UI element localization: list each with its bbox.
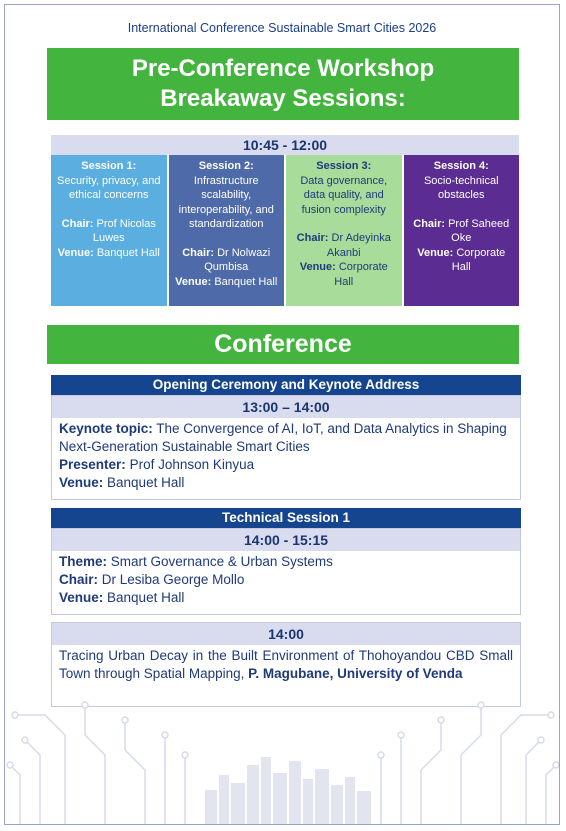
session-card-3 xyxy=(286,155,402,306)
session-title: Session 4: xyxy=(433,160,489,172)
technical-chair: Chair: Dr Lesiba George Mollo xyxy=(59,572,245,587)
circuit-skyline-decoration xyxy=(5,695,560,825)
session-card-2 xyxy=(169,155,285,306)
technical-venue: Venue: Banquet Hall xyxy=(59,590,185,605)
workshop-title-line2: Breakaway Sessions: xyxy=(160,85,406,112)
technical-theme: Theme: Smart Governance & Urban Systems xyxy=(59,554,333,569)
technical-heading: Technical Session 1 xyxy=(51,508,521,528)
paper-title: Tracing Urban Decay in the Built Environment of Thohoyandou CBD Small Town through Spatial Mapping, xyxy=(59,648,513,681)
technical-time: 14:00 - 15:15 xyxy=(52,529,520,551)
session-topic: Security, privacy, and ethical concerns xyxy=(56,174,161,201)
session-topic: Data governance, data quality, and fusion complexity xyxy=(300,174,388,216)
session-title: Session 2: xyxy=(198,160,254,172)
opening-heading: Opening Ceremony and Keynote Address xyxy=(51,375,521,395)
session-chair: Chair: Dr Adeyinka Akanbi xyxy=(296,232,391,259)
opening-details xyxy=(52,418,520,494)
technical-box xyxy=(51,528,521,615)
conference-banner: Conference xyxy=(47,325,519,364)
session-topic: Infrastructure scalability, interoperability, and standardization xyxy=(178,174,274,230)
session-card-1 xyxy=(51,155,167,306)
session-chair: Chair: Prof Saheed Oke xyxy=(413,217,510,244)
session-title: Session 1: xyxy=(81,160,137,172)
keynote-topic: Keynote topic: The Convergence of AI, IoT, and Data Analytics in Shaping Next-Generation Sustainable Smart Cities xyxy=(59,421,507,454)
keynote-presenter: Presenter: Prof Johnson Kinyua xyxy=(59,457,255,472)
workshop-time-bar: 10:45 - 12:00 xyxy=(51,135,519,155)
session-venue: Venue: Corporate Hall xyxy=(299,261,388,288)
workshop-title-line1: Pre-Conference Workshop xyxy=(131,55,435,82)
opening-box xyxy=(51,395,521,500)
session-venue: Venue: Banquet Hall xyxy=(57,246,160,259)
session-card-4 xyxy=(404,155,520,306)
session-title: Session 3: xyxy=(316,160,372,172)
opening-time: 13:00 – 14:00 xyxy=(52,396,520,418)
session-venue: Venue: Corporate Hall xyxy=(417,246,506,273)
session-chair: Chair: Prof Nicolas Luwes xyxy=(61,217,156,244)
session-topic: Socio-technical obstacles xyxy=(423,174,499,201)
paper-time: 14:00 xyxy=(52,623,520,645)
technical-details xyxy=(52,551,520,609)
workshop-banner xyxy=(47,48,519,120)
session-venue: Venue: Banquet Hall xyxy=(175,275,278,288)
breakaway-sessions xyxy=(51,155,519,306)
session-chair: Chair: Dr Nolwazi Qumbisa xyxy=(182,246,271,273)
conference-header: International Conference Sustainable Smart Cities 2026 xyxy=(127,21,437,35)
keynote-venue: Venue: Banquet Hall xyxy=(59,475,185,490)
paper-author: P. Magubane, University of Venda xyxy=(248,666,463,681)
paper-details xyxy=(52,645,520,685)
program-page xyxy=(4,4,560,825)
